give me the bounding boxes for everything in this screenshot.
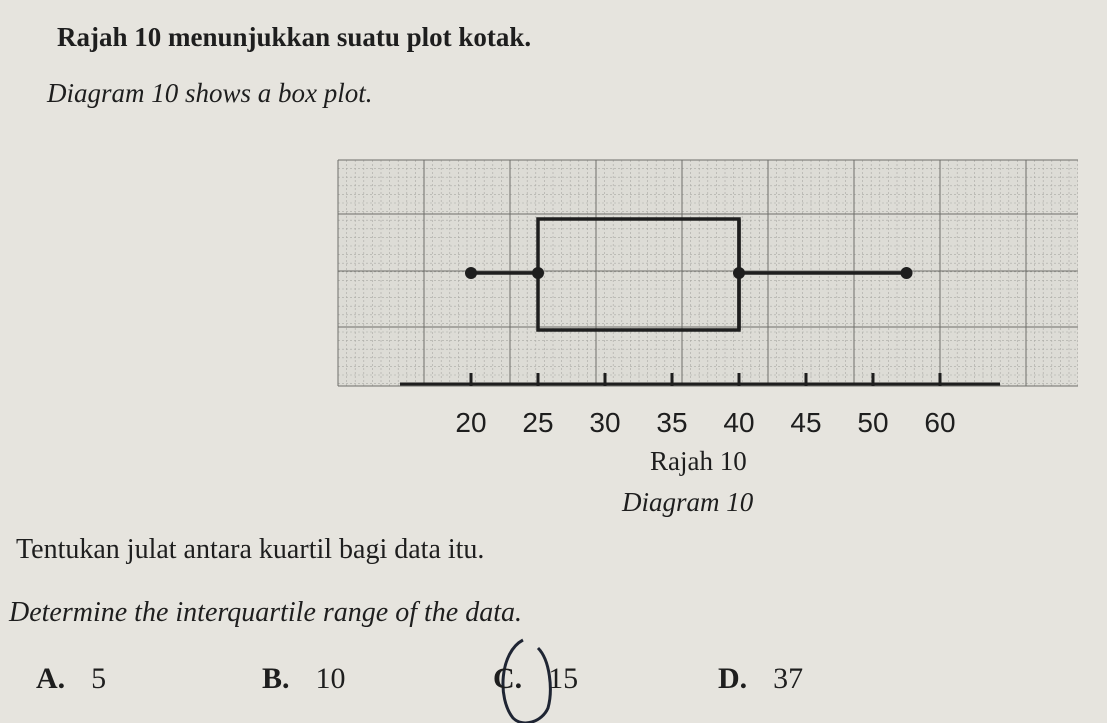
question-line-english: Diagram 10 shows a box plot. (47, 78, 373, 108)
option-c[interactable] (493, 662, 578, 696)
max-point (901, 267, 913, 279)
diagram-caption-malay: Rajah 10 (650, 446, 747, 476)
axis-tick-label: 20 (455, 407, 487, 438)
number-line-axis (400, 373, 1000, 438)
option-c-value: 15 (548, 662, 579, 695)
option-b[interactable] (262, 662, 346, 696)
diagram-caption-english: Diagram 10 (622, 487, 754, 517)
option-c-letter: C. (493, 662, 523, 695)
option-d-letter: D. (718, 662, 748, 695)
option-d-value: 37 (773, 662, 804, 695)
axis-tick-label: 25 (522, 407, 554, 438)
option-b-value: 10 (315, 662, 346, 695)
axis-tick-label: 35 (656, 407, 688, 438)
option-a-letter: A. (36, 662, 66, 695)
axis-tick-label: 45 (790, 407, 822, 438)
min-point (465, 267, 477, 279)
axis-tick-label: 40 (723, 407, 755, 438)
option-a-value: 5 (91, 662, 107, 695)
option-a[interactable] (36, 662, 106, 696)
graph-paper-grid (338, 160, 1078, 386)
axis-tick-label: 60 (924, 407, 956, 438)
option-d[interactable] (718, 662, 803, 696)
q3-point (733, 267, 745, 279)
axis-tick-label: 30 (589, 407, 621, 438)
option-b-letter: B. (262, 662, 290, 695)
question-line-malay: Rajah 10 menunjukkan suatu plot kotak. (57, 22, 532, 52)
q1-point (532, 267, 544, 279)
task-malay: Tentukan julat antara kuartil bagi data itu. (16, 534, 485, 565)
axis-tick-label: 50 (857, 407, 889, 438)
task-english: Determine the interquartile range of the data. (9, 597, 522, 628)
